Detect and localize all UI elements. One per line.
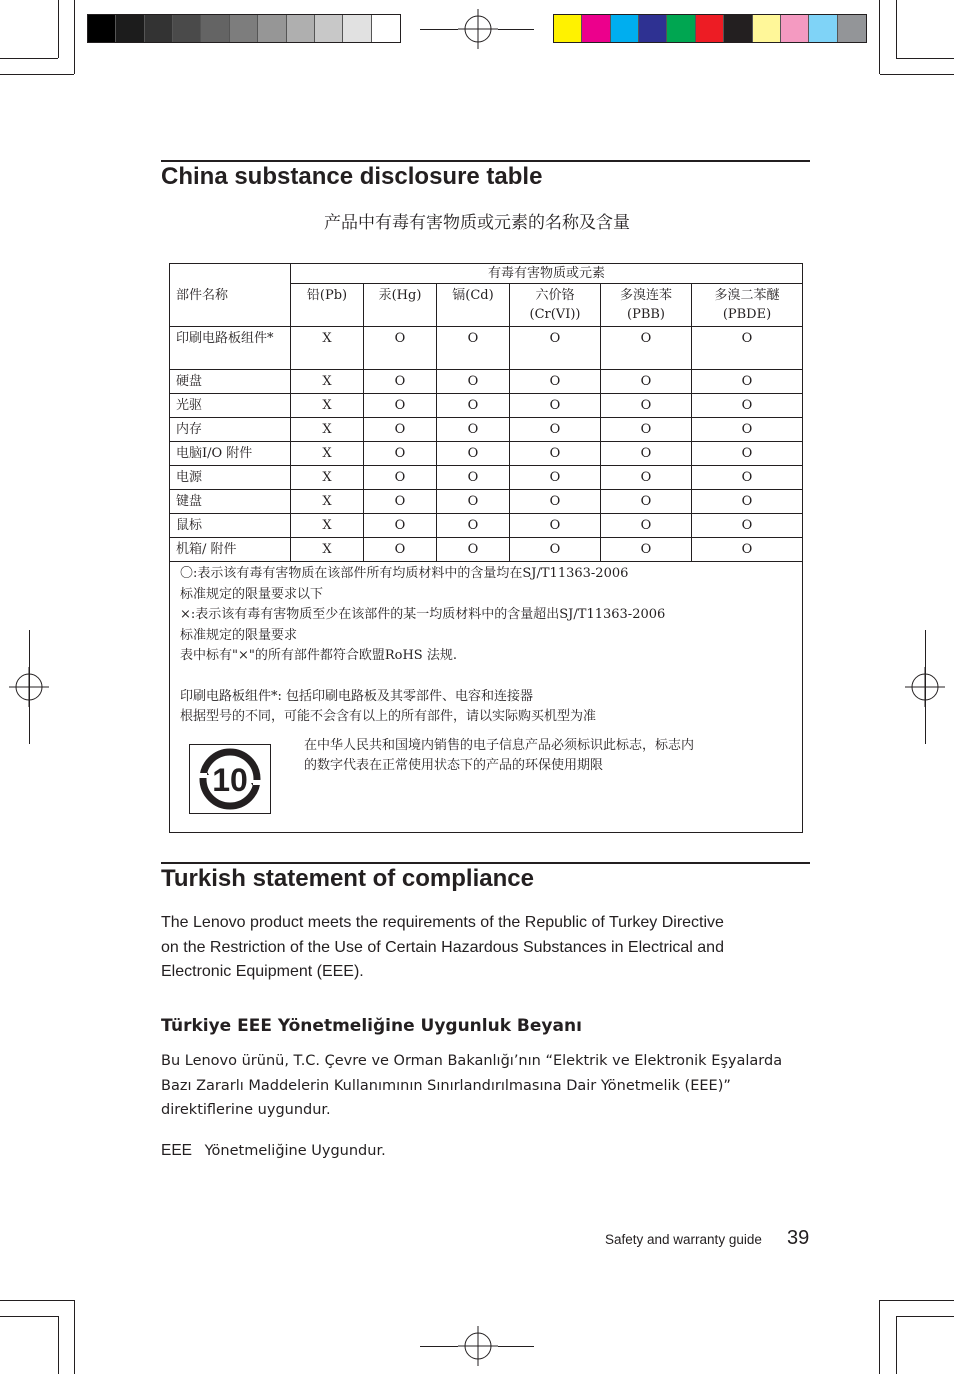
calibration-swatch bbox=[639, 15, 667, 42]
substance-name: 镉(Cd) bbox=[452, 288, 494, 303]
table-row bbox=[170, 538, 803, 562]
paragraph-line: on the Restriction of the Use of Certain Hazardous Substances in Electrical and bbox=[161, 938, 724, 956]
substance-value-cell: X bbox=[291, 327, 364, 370]
substance-value-cell: X bbox=[291, 442, 364, 466]
page-number: 39 bbox=[787, 1227, 810, 1249]
substance-value-cell: O bbox=[601, 490, 692, 514]
substance-value-cell: O bbox=[510, 466, 601, 490]
substance-value-cell: X bbox=[291, 466, 364, 490]
calibration-swatch bbox=[696, 15, 724, 42]
substance-symbol: (PBDE) bbox=[722, 307, 772, 322]
epup-logo-box bbox=[189, 744, 271, 814]
substance-header-cell bbox=[601, 284, 692, 327]
registration-mark-icon bbox=[458, 1326, 498, 1366]
paragraph-line: Electronic Equipment (EEE). bbox=[161, 963, 364, 980]
turkish-paragraph bbox=[161, 1049, 801, 1123]
substance-value-cell: O bbox=[437, 370, 510, 394]
part-name-cell: 键盘 bbox=[170, 490, 291, 514]
substance-value-cell: O bbox=[437, 418, 510, 442]
substance-value-cell: O bbox=[601, 418, 692, 442]
calibration-swatch bbox=[343, 15, 371, 42]
substance-value-cell: O bbox=[692, 538, 803, 562]
substance-value-cell: O bbox=[510, 418, 601, 442]
logo-explanation: 的数字代表在正常使用状态下的产品的环保使用期限 bbox=[304, 758, 604, 773]
substance-value-cell: X bbox=[291, 490, 364, 514]
calibration-swatch bbox=[88, 15, 116, 42]
section-rule bbox=[161, 862, 810, 864]
substance-value-cell: O bbox=[601, 370, 692, 394]
grayscale-calibration-bar bbox=[87, 14, 401, 43]
turkish-subheading: Türkiye EEE Yönetmeliğine Uygunluk Beyanı bbox=[161, 1016, 582, 1036]
part-name-header: 部件名称 bbox=[170, 264, 291, 327]
substance-header-cell bbox=[437, 284, 510, 327]
table-header-row bbox=[170, 264, 803, 284]
table-row bbox=[170, 327, 803, 370]
calibration-swatch bbox=[173, 15, 201, 42]
table-row bbox=[170, 394, 803, 418]
substance-value-cell: O bbox=[601, 394, 692, 418]
calibration-swatch bbox=[753, 15, 781, 42]
note-x-line: ×:表示该有毒有害物质至少在该部件的某一均质材料中的含量超出SJ/T11363-2006 bbox=[180, 607, 666, 622]
color-calibration-bar bbox=[553, 14, 867, 43]
substance-value-cell: O bbox=[510, 327, 601, 370]
table-row bbox=[170, 442, 803, 466]
calibration-swatch bbox=[838, 15, 866, 42]
substance-value-cell: O bbox=[437, 538, 510, 562]
substance-value-cell: O bbox=[364, 442, 437, 466]
substance-value-cell: O bbox=[601, 466, 692, 490]
table-row bbox=[170, 370, 803, 394]
substance-value-cell: O bbox=[437, 466, 510, 490]
part-name-cell: 机箱/ 附件 bbox=[170, 538, 291, 562]
calibration-swatch bbox=[287, 15, 315, 42]
notes-row bbox=[170, 562, 803, 833]
substance-value-cell: O bbox=[510, 394, 601, 418]
substance-symbol: (PBB) bbox=[627, 307, 665, 322]
eee-label: EEE bbox=[161, 1142, 193, 1159]
note-rohs: 表中标有"×"的所有部件都符合欧盟RoHS 法规. bbox=[180, 648, 457, 663]
registration-mark-icon bbox=[458, 9, 498, 49]
paragraph-line: The Lenovo product meets the requirements of the Republic of Turkey Directive bbox=[161, 914, 724, 931]
part-name-cell: 电脑I/O 附件 bbox=[170, 442, 291, 466]
substance-value-cell: O bbox=[601, 442, 692, 466]
substance-value-cell: O bbox=[437, 514, 510, 538]
table-subtitle: 产品中有毒有害物质或元素的名称及含量 bbox=[324, 213, 630, 233]
substance-value-cell: O bbox=[692, 394, 803, 418]
calibration-swatch bbox=[116, 15, 144, 42]
substance-value-cell: O bbox=[510, 514, 601, 538]
registration-mark-icon bbox=[9, 667, 49, 707]
calibration-swatch bbox=[258, 15, 286, 42]
substance-header-cell bbox=[692, 284, 803, 327]
note-model: 根据型号的不同，可能不会含有以上的所有部件，请以实际购买机型为准 bbox=[180, 709, 597, 724]
calibration-swatch bbox=[201, 15, 229, 42]
section-rule bbox=[161, 160, 810, 162]
calibration-swatch bbox=[554, 15, 582, 42]
calibration-swatch bbox=[724, 15, 752, 42]
paragraph-line: Bu Lenovo ürünü, T.C. Çevre ve Orman Bakanlığı’nın “Elektrik ve Elektronik Eşyalarda bbox=[161, 1053, 783, 1069]
calibration-swatch bbox=[372, 15, 400, 42]
table-row bbox=[170, 418, 803, 442]
substance-value-cell: X bbox=[291, 418, 364, 442]
footer-guide-title: Safety and warranty guide bbox=[605, 1232, 762, 1247]
substance-value-cell: O bbox=[437, 327, 510, 370]
substance-value-cell: O bbox=[364, 418, 437, 442]
substance-value-cell: O bbox=[510, 490, 601, 514]
registration-mark-icon bbox=[905, 667, 945, 707]
substance-header-cell bbox=[291, 284, 364, 327]
substance-value-cell: X bbox=[291, 514, 364, 538]
substance-value-cell: O bbox=[601, 538, 692, 562]
calibration-swatch bbox=[582, 15, 610, 42]
substance-value-cell: O bbox=[364, 538, 437, 562]
substance-name: 多溴连苯 bbox=[619, 288, 672, 303]
china-section-heading: China substance disclosure table bbox=[161, 163, 543, 190]
substance-value-cell: O bbox=[364, 514, 437, 538]
substance-symbol: (Cr(VI)) bbox=[529, 307, 581, 322]
calibration-swatch bbox=[611, 15, 639, 42]
substance-value-cell: X bbox=[291, 538, 364, 562]
substance-value-cell: O bbox=[692, 466, 803, 490]
substance-value-cell: O bbox=[692, 370, 803, 394]
eee-compliance-line bbox=[161, 1142, 386, 1160]
substance-value-cell: O bbox=[364, 490, 437, 514]
note-o-line: 〇:表示该有毒有害物质在该部件所有均质材料中的含量均在SJ/T11363-2006 bbox=[180, 566, 629, 581]
substance-name: 汞(Hg) bbox=[378, 288, 422, 303]
substance-value-cell: O bbox=[601, 327, 692, 370]
calibration-swatch bbox=[315, 15, 343, 42]
substance-value-cell: O bbox=[692, 442, 803, 466]
note-pcb: 印刷电路板组件*: 包括印刷电路板及其零部件、电容和连接器 bbox=[180, 688, 534, 704]
table-row bbox=[170, 514, 803, 538]
paragraph-line: direktiflerine uygundur. bbox=[161, 1102, 331, 1118]
calibration-swatch bbox=[667, 15, 695, 42]
substance-value-cell: O bbox=[510, 538, 601, 562]
calibration-swatch bbox=[781, 15, 809, 42]
turkey-paragraph bbox=[161, 911, 801, 985]
part-name-cell: 光驱 bbox=[170, 394, 291, 418]
substance-value-cell: O bbox=[692, 327, 803, 370]
substance-header-cell bbox=[364, 284, 437, 327]
table-row bbox=[170, 466, 803, 490]
substance-header-cell bbox=[510, 284, 601, 327]
table-row bbox=[170, 490, 803, 514]
substance-value-cell: O bbox=[364, 370, 437, 394]
epup-number: 10 bbox=[212, 761, 248, 798]
substance-name: 六价铬 bbox=[535, 288, 575, 303]
paragraph-line: Bazı Zararlı Maddelerin Kullanımının Sınırlandırılmasına Dair Yönetmelik (EEE)” bbox=[161, 1077, 731, 1094]
substance-value-cell: O bbox=[437, 490, 510, 514]
substance-value-cell: O bbox=[364, 327, 437, 370]
part-name-cell: 硬盘 bbox=[170, 370, 291, 394]
substance-value-cell: O bbox=[692, 490, 803, 514]
substance-value-cell: X bbox=[291, 370, 364, 394]
substance-value-cell: O bbox=[692, 418, 803, 442]
calibration-swatch bbox=[809, 15, 837, 42]
substance-value-cell: O bbox=[510, 442, 601, 466]
calibration-swatch bbox=[145, 15, 173, 42]
substance-value-cell: O bbox=[510, 370, 601, 394]
note-o-line: 标准规定的限量要求以下 bbox=[180, 586, 324, 602]
calibration-swatch bbox=[230, 15, 258, 42]
substance-group-header: 有毒有害物质或元素 bbox=[291, 264, 803, 284]
part-name-cell: 电源 bbox=[170, 466, 291, 490]
table-notes bbox=[180, 564, 792, 814]
substance-value-cell: O bbox=[692, 514, 803, 538]
substance-disclosure-table bbox=[169, 263, 803, 833]
substance-value-cell: O bbox=[437, 394, 510, 418]
substance-value-cell: X bbox=[291, 394, 364, 418]
part-name-cell: 印刷电路板组件* bbox=[170, 327, 291, 370]
substance-name: 多溴二苯醚 bbox=[714, 288, 780, 303]
turkey-section-heading: Turkish statement of compliance bbox=[161, 865, 534, 892]
part-name-cell: 鼠标 bbox=[170, 514, 291, 538]
substance-value-cell: O bbox=[364, 466, 437, 490]
part-name-cell: 内存 bbox=[170, 418, 291, 442]
substance-value-cell: O bbox=[601, 514, 692, 538]
logo-explanation: 在中华人民共和国境内销售的电子信息产品必须标识此标志，标志内 bbox=[304, 737, 695, 753]
substance-value-cell: O bbox=[437, 442, 510, 466]
environment-protection-use-period-icon bbox=[193, 747, 267, 811]
eee-text: Yönetmeliğine Uygundur. bbox=[204, 1143, 386, 1159]
substance-name: 铅(Pb) bbox=[306, 288, 348, 303]
substance-value-cell: O bbox=[364, 394, 437, 418]
note-x-line: 标准规定的限量要求 bbox=[180, 627, 298, 643]
